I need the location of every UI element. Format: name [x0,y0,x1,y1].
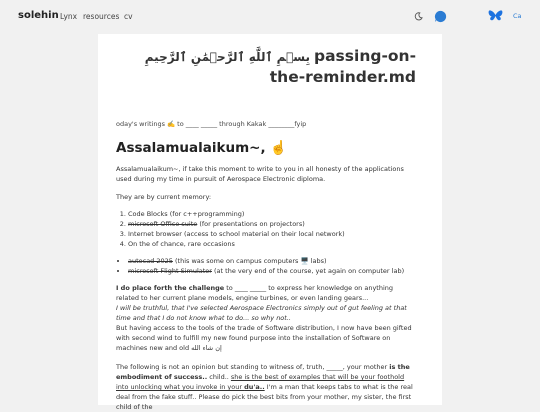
butterfly-icon[interactable] [488,9,503,23]
list-item [128,219,416,229]
intro-paragraph: Assalamualaikum~, if take this moment to write to you in all honesty of the applications used during my time in pursuit of Aerospace Electronic diploma. [116,165,404,183]
translate-button[interactable]: Ca [513,12,522,20]
memory-intro: They are by current memory: [116,193,212,201]
final-c: I'm a man that keeps tabs to what is the real deal from the fake stuff.. Please do pick the best bits from your mother, my sister, the first child of the [116,383,413,411]
list-item [128,209,416,219]
list-item-text: microsoft Office suite [128,220,198,228]
title-arabic: بِسۡمِ ٱللَّهِ ٱلرَّحۡمَٰنِ ٱلرَّحِيمِ [144,50,310,64]
moon-icon[interactable] [414,12,423,21]
article-card [98,34,442,411]
rare-apps-list [116,256,416,276]
final-b: child.. [207,373,231,381]
challenge-bold: I do place forth the challenge [116,284,225,292]
nav-link-lynx[interactable]: Lynx [60,12,78,21]
challenge-end: But having access to the tools of the trade of Software distribution, I now have been gifted with second wind to fulfill my new found purpose into the installation of Software on machines new and old إن شاء الله [116,324,412,352]
nav-link-resources[interactable]: resources [83,12,120,21]
list-item [128,266,416,276]
top-nav [0,0,540,34]
challenge-rest: to ____ _____ to express her knowledge on anything related to her current plane models, engine turbines, or even landing gears... [116,284,394,302]
final-paragraph [116,362,416,412]
list-item-text: autocad 2025 [128,257,173,265]
challenge-paragraph [116,283,416,353]
section-heading: Assalamualaikum~, ☝️ [116,140,288,156]
list-item-text: Internet browser (access to school material on their local network) [128,230,345,238]
page-title [116,46,416,87]
list-item-suffix: (for presentations on projectors) [197,220,305,228]
list-item [128,256,416,266]
list-item-text: On the of chance, rare occasions [128,240,235,248]
list-item [128,229,416,239]
final-bold: is the embodiment of success.. [116,363,410,381]
list-item [128,239,416,249]
list-item-suffix: (at the very end of the course, yet again on computer lab) [211,267,405,275]
chat-icon[interactable] [434,10,447,23]
challenge-italic: I will be truthful, that I've selected Aerospace Electronics simply out of gut feeling at that time and that I do not know what to do... so why not.. [116,304,407,322]
final-dua: du'a.. [244,383,265,391]
list-item-text: Code Blocks (for c++programming) [128,210,245,218]
apps-list [116,209,416,249]
list-item-text: microsoft Flight Simulator [128,267,212,275]
final-a: The following is not an opinion but standing to witness of, truth, _____, your mother [116,363,390,371]
final-underline: she is the best of examples that will be your foothold into unlocking what you invoke in your [116,373,405,391]
list-item-suffix: (this was some on campus computers 🖥️ labs) [172,257,327,265]
article-content [116,46,416,412]
nav-link-cv[interactable]: cv [124,12,133,21]
title-text: passing-on-the-reminder.md [269,47,416,86]
subtitle: oday's writings ✍️ to ____ _____ through Kakak ________fyip [116,120,307,128]
site-logo[interactable]: solehin [18,10,59,21]
